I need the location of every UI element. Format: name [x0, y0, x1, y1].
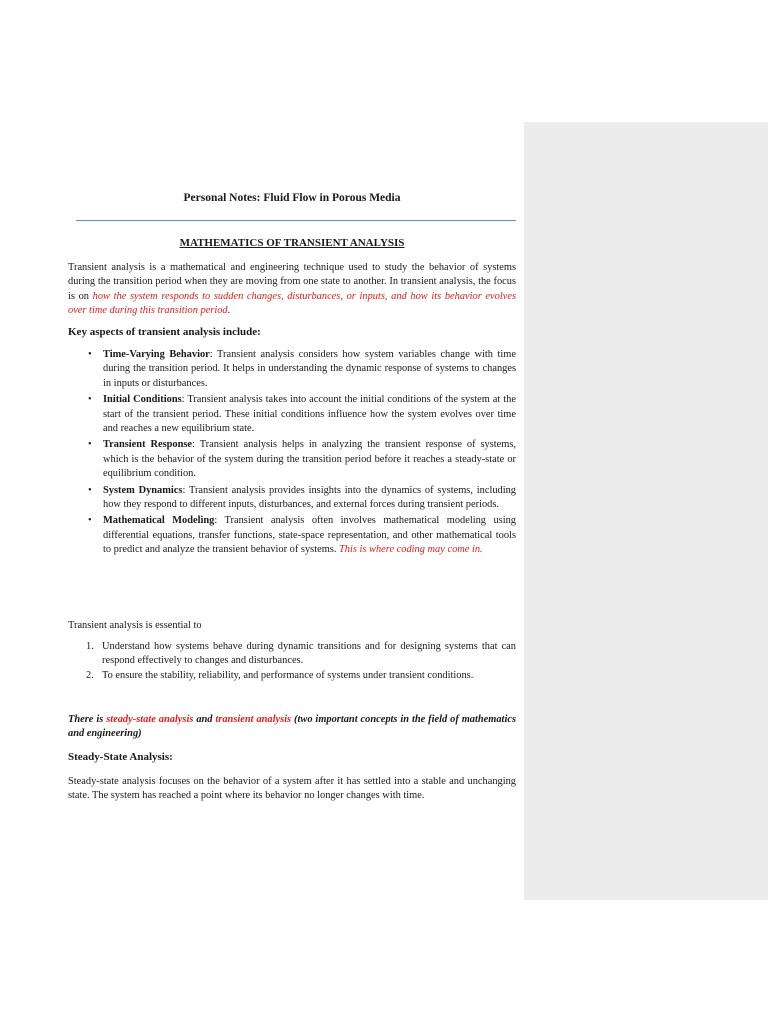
transient-term: transient analysis — [215, 714, 292, 725]
item-number: 2. — [86, 669, 94, 681]
item-text: Understand how systems behave during dynamic transitions and for designing systems that can respond effectively to changes and disturbances. — [102, 641, 516, 667]
concepts-part2: and — [193, 714, 216, 725]
list-item — [88, 348, 516, 391]
bullet-icon: • — [88, 394, 92, 406]
header-divider — [76, 220, 516, 221]
item-term: Transient Response — [103, 439, 193, 451]
comment-pane — [524, 122, 768, 900]
steady-state-heading: Steady-State Analysis: — [68, 751, 173, 763]
list-item — [88, 393, 516, 436]
item-text: : Transient analysis often involves mathematical modeling using differential equations, transfer functions, state-space representation, and other mathematical tools to predict and analyze the transient behavior of systems. — [103, 515, 516, 556]
item-term: System Dynamics — [103, 484, 183, 496]
intro-end: . — [227, 305, 231, 317]
item-term: Time-Varying Behavior — [103, 349, 210, 360]
item-term: Initial Conditions — [103, 394, 182, 406]
item-text: To ensure the stability, reliability, and performance of systems under transient conditions. — [102, 669, 474, 681]
item-term: Mathematical Modeling — [103, 515, 215, 527]
bullet-icon: • — [88, 484, 92, 496]
item-text: : Transient analysis helps in analyzing the transient response of systems, which is the behavior of the system during the transition period before it reaches a steady-state or equilibrium condition. — [103, 439, 516, 480]
list-item — [86, 669, 516, 683]
item-number: 1. — [86, 641, 94, 652]
concepts-part1: There is — [68, 714, 107, 725]
intro-highlight: how the system responds to sudden changes, disturbances, or inputs, and how its behavior evolves over time during this transition period — [68, 290, 516, 317]
concepts-part3: (two important concepts in the field of mathematics and engineering) — [68, 714, 516, 740]
intro-paragraph — [68, 261, 516, 319]
bullet-icon: • — [88, 349, 92, 360]
item-text: : Transient analysis provides insights into the dynamics of systems, including how they respond to different inputs, disturbances, and external forces during transient periods. — [103, 484, 516, 511]
bullet-icon: • — [88, 515, 92, 527]
list-item — [86, 640, 516, 669]
list-item — [88, 438, 516, 481]
concepts-statement — [68, 713, 516, 742]
steady-state-term: steady-state analysis — [106, 714, 194, 725]
section-heading: MATHEMATICS OF TRANSIENT ANALYSIS — [179, 237, 405, 249]
essential-list — [86, 640, 516, 683]
bullet-icon: • — [88, 439, 92, 451]
essential-intro: Transient analysis is essential to — [68, 620, 202, 631]
item-text: : Transient analysis considers how system variables change with time during the transition period. It helps in understanding the dynamic response of systems to changes in inputs or disturbances. — [103, 349, 516, 389]
item-text: : Transient analysis takes into account the initial conditions of the system at the start of the transient period. These initial conditions influence how the system evolves over time and reaches a new equilibrium state. — [103, 394, 516, 435]
key-aspects-list — [88, 348, 516, 560]
list-item — [88, 484, 516, 513]
intro-text: Transient analysis is a mathematical and engineering technique used to study the behavior of systems during the transition period when they are moving from one state to another. In transient analysis, the focus is on — [68, 262, 516, 302]
key-aspects-heading: Key aspects of transient analysis include: — [68, 326, 261, 338]
header-title: Personal Notes: Fluid Flow in Porous Media — [183, 192, 401, 204]
steady-state-paragraph: Steady-state analysis focuses on the behavior of a system after it has settled into a stable and unchanging state. The system has reached a point where its behavior no longer changes with time. — [68, 776, 516, 802]
list-item — [88, 514, 516, 557]
item-highlight: This is where coding may come in. — [339, 544, 483, 556]
